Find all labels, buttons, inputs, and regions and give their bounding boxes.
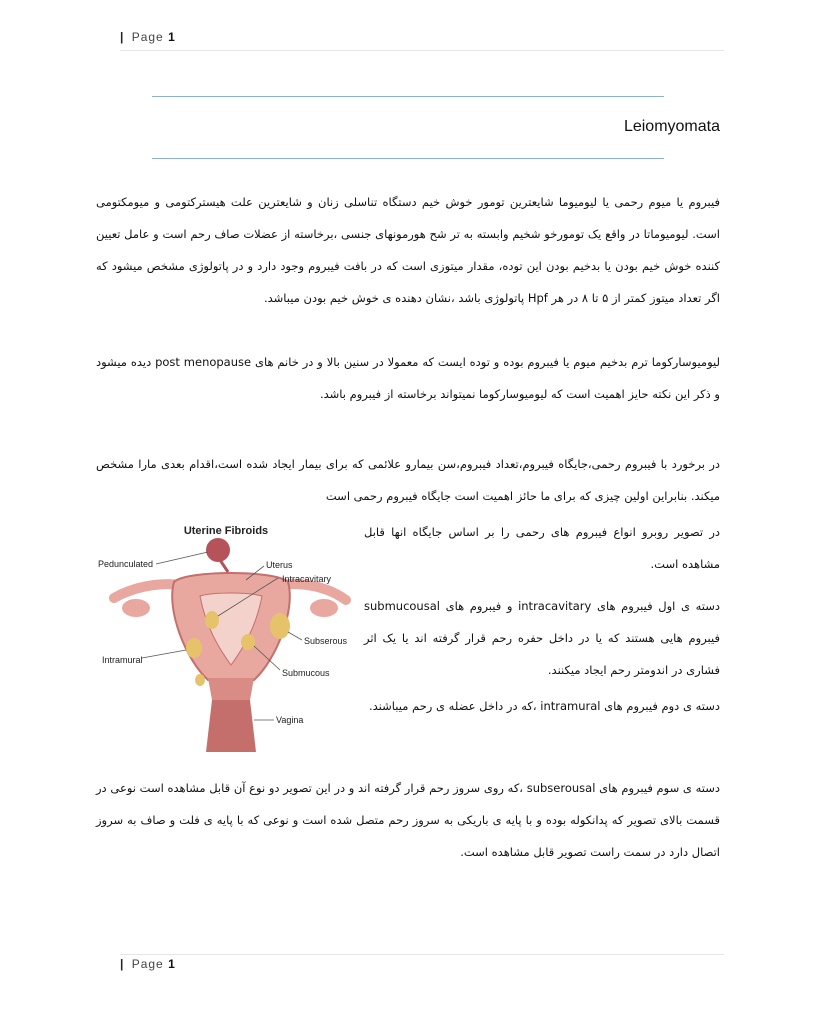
label-submucous: Submucous xyxy=(282,668,330,678)
footer-page-label: Page xyxy=(131,957,164,971)
pedunculated-stalk xyxy=(220,560,228,572)
cervix-shape xyxy=(208,678,254,700)
label-pedunculated: Pedunculated xyxy=(98,559,154,569)
subserous-fibroid xyxy=(270,613,290,639)
intramural-leader xyxy=(142,650,186,658)
lower-fibroid xyxy=(195,674,205,686)
pedunculated-fibroid xyxy=(206,538,230,562)
header-page-number: 1 xyxy=(168,30,176,44)
uterine-fibroids-figure xyxy=(96,520,352,760)
footer-page-number: 1 xyxy=(168,957,176,971)
paragraph-leiomyosarcoma: لیومیوسارکوما ترم بدخیم میوم یا فیبروم بوده و توده ایست که معمولا در سنین بالا و در خانم های post menopause دیده میشود و ذکر این نکته حایز اهمیت است که لیومیوسارکوما نمیتواند برخاسته از فیبروم باشد. xyxy=(96,355,720,401)
header-bar: | xyxy=(120,30,125,44)
paragraph-intro: فیبروم یا میوم رحمی یا لیومیوما شایعترین تومور خوش خیم دستگاه تناسلی زنان و شایعترین علت هیسترکتومی و میومکتومی است. لیومیوماتا در واقع یک تومورخو شخیم وابسته به تر شح هورمونهای جنسی ،برخاسته از عضلات صاف رحم است و عامل تعیین کننده خوش خیم بودن یا بدخیم بودن این توده، مقدار میتوزی است که در بافت فیبروم وجود دارد و در پاتولوژی مشخص میشود که اگر تعداد میتوز کمتر از ۵ تا ۸ در هر Hpf پاتولوژی باشد ،نشان دهنده ی خوش خیم بودن میباشد. xyxy=(96,195,720,305)
figure-title: Uterine Fibroids xyxy=(183,525,269,537)
title-rule-top xyxy=(152,96,664,97)
paragraph-approach: در برخورد با فیبروم رحمی،جایگاه فیبروم،تعداد فیبروم،سن بیمارو علائمی که برای بیمار ایجاد شده است،اقدام بعدی مارا مشخص میکند. بنابراین اولین چیزی که برای ما حائز اهمیت است جایگاه فیبروم رحمی است xyxy=(96,457,720,503)
uterine-fibroids-illustration xyxy=(96,520,352,760)
page-footer xyxy=(120,954,724,973)
submucous-fibroid xyxy=(241,634,255,650)
label-subserous: Subserous xyxy=(304,636,348,646)
intracavitary-fibroid xyxy=(205,611,219,629)
left-ovary-shape xyxy=(122,599,150,617)
paragraph-group-one: دسته ی اول فیبروم های intracavitary و فیبروم های submucousal فیبروم هایی هستند که یا در داخل حفره رحم قرار گرفته اند یا یک اثر فشاری در اندومتر رحم ایجاد میکنند. xyxy=(364,599,721,677)
vagina-shape xyxy=(206,700,256,752)
paragraph-figure-intro: در تصویر روبرو انواع فیبروم های رحمی را بر اساس جایگاه انها قابل مشاهده است. xyxy=(364,525,720,571)
paragraph-group-three: دسته ی سوم فیبروم های subserousal ،که روی سروز رحم قرار گرفته اند و در این تصویر دو نوع آن قابل مشاهده است نوعی در قسمت بالای تصویر که پدانکوله بوده و با پایه ی باریکی به سروز رحم متصل شده است و نوعی که با پایه ی فلت و صاف به سروز اتصال دارد در سمت راست تصویر قابل مشاهده است. xyxy=(96,781,720,859)
subserous-leader xyxy=(288,632,302,640)
label-intracavitary: Intracavitary xyxy=(282,574,332,584)
label-intramural: Intramural xyxy=(102,655,143,665)
right-ovary-shape xyxy=(310,599,338,617)
page-header xyxy=(120,30,724,51)
document-title: Leiomyomata xyxy=(623,118,720,135)
pedunculated-leader xyxy=(156,552,208,564)
header-page-label: Page xyxy=(131,30,164,44)
intramural-fibroid xyxy=(186,638,202,658)
footer-bar: | xyxy=(120,957,125,971)
label-uterus: Uterus xyxy=(266,560,293,570)
title-rule-bottom xyxy=(152,158,664,159)
paragraph-group-two: دسته ی دوم فیبروم های intramural ،که در داخل عضله ی رحم میباشند. xyxy=(368,699,720,713)
label-vagina: Vagina xyxy=(276,715,304,725)
